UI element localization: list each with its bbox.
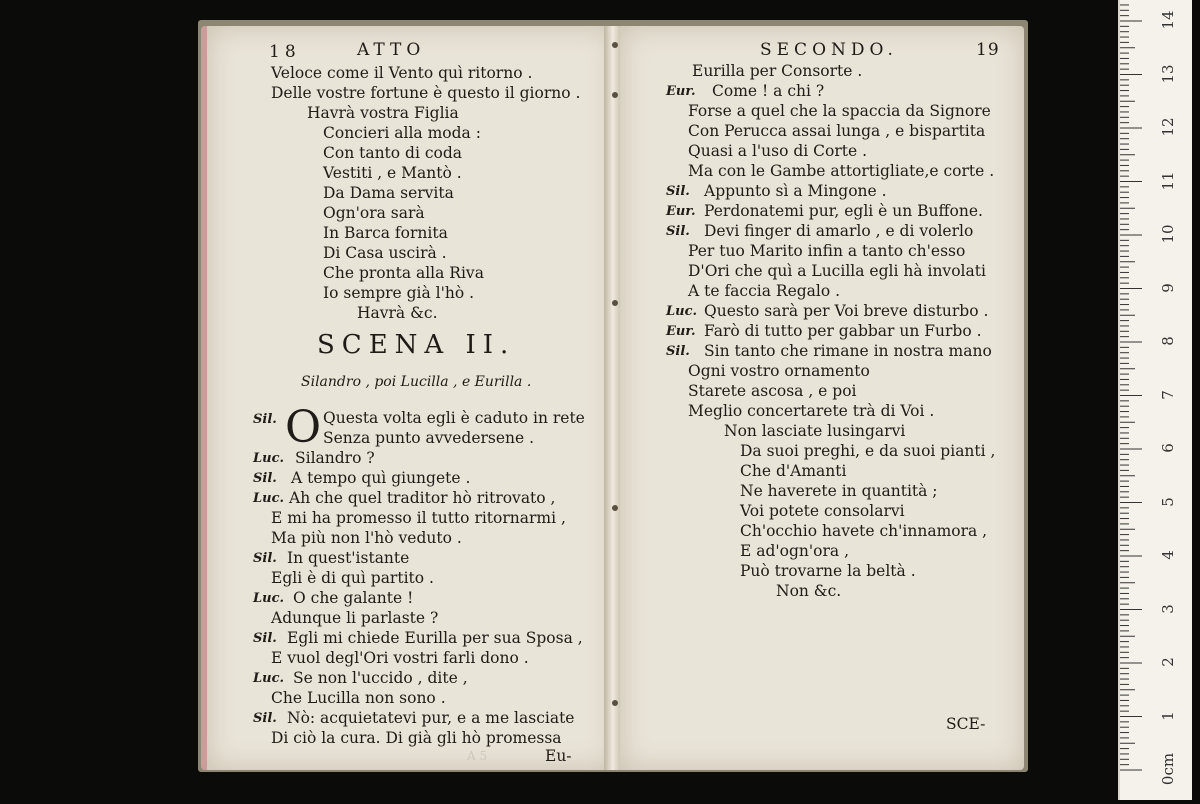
speaker-label: Luc. [253, 491, 285, 506]
ruler-label: 6 [1159, 443, 1177, 453]
verse-line: Io sempre già l'hò . [323, 284, 475, 302]
dialogue-line: Starete ascosa , e poi [688, 382, 857, 400]
dialogue-line: Farò di tutto per gabbar un Furbo . [704, 322, 982, 340]
dialogue-line: Ma più non l'hò veduto . [271, 529, 462, 547]
binding-stitch [612, 300, 618, 306]
ruler-label: 8 [1159, 336, 1177, 346]
right-running-head: SECONDO. [760, 40, 898, 60]
dialogue-line: Meglio concertarete trà di Voi . [688, 402, 935, 420]
dialogue-line: Che Lucilla non sono . [271, 689, 446, 707]
dialogue-line: O che galante ! [293, 589, 414, 607]
verse-line: Da suoi preghi, e da suoi pianti , [740, 442, 996, 460]
dialogue-line: Se non l'uccido , dite , [293, 669, 468, 687]
speaker-label: Sil. [666, 344, 690, 359]
ruler-label: 12 [1159, 117, 1177, 137]
catchword: SCE- [946, 715, 986, 733]
binding-stitch [612, 42, 618, 48]
dialogue-line: Egli è di quì partito . [271, 569, 434, 587]
verse-line: Può trovarne la beltà . [740, 562, 916, 580]
speaker-label: Luc. [253, 671, 285, 686]
dialogue-line: Sin tanto che rimane in nostra mano [704, 342, 992, 360]
ruler-label: 5 [1159, 496, 1177, 507]
dialogue-line: Nò: acquietatevi pur, e a me lasciate [287, 709, 575, 727]
dialogue-line: Eurilla per Consorte . [692, 62, 863, 80]
dialogue-line: Forse a quel che la spaccia da Signore [688, 102, 991, 120]
ruler-label: 1 [1159, 710, 1177, 721]
verse-line: Veloce come il Vento quì ritorno . [271, 64, 533, 82]
signature-mark: A 5 [467, 749, 488, 763]
speaker-label: Luc. [253, 451, 285, 466]
verse-line: Da Dama servita [323, 184, 454, 202]
verse-line: Ch'occhio havete ch'innamora , [740, 522, 988, 540]
speaker-label: Eur. [666, 324, 696, 339]
ruler-label: 10 [1159, 224, 1177, 244]
dialogue-line: E mi ha promesso il tutto ritornarmi , [271, 509, 566, 527]
speaker-label: Eur. [666, 204, 696, 219]
dialogue-line: Con Perucca assai lunga , e bispartita [688, 122, 986, 140]
ruler-label: 11 [1159, 170, 1177, 191]
dialogue-line: Di ciò la cura. Di già gli hò promessa [271, 729, 562, 747]
dialogue-line: Adunque li parlaste ? [271, 609, 439, 627]
dialogue-line: D'Ori che quì a Lucilla egli hà involati [688, 262, 986, 280]
speaker-label: Sil. [666, 184, 690, 199]
left-page-number: 18 [269, 42, 301, 62]
dialogue-line: Per tuo Marito infin a tanto ch'esso [688, 242, 966, 260]
dialogue-line: In quest'istante [287, 549, 410, 567]
speaker-label: Luc. [666, 304, 698, 319]
ruler-ticks [1120, 0, 1192, 800]
drop-cap: O [285, 402, 322, 453]
dialogue-line: Senza punto avvedersene . [323, 429, 535, 447]
ruler-label: 9 [1159, 282, 1177, 293]
right-page-number: 19 [976, 40, 1000, 60]
speaker-label: Sil. [253, 412, 277, 427]
left-page [201, 26, 615, 770]
dialogue-line: Questo sarà per Voi breve disturbo . [704, 302, 989, 320]
verse-line: Non lasciate lusingarvi [724, 422, 906, 440]
speaker-label: Sil. [253, 551, 277, 566]
scene-characters: Silandro , poi Lucilla , e Eurilla . [301, 374, 532, 390]
verse-line: Con tanto di coda [323, 144, 463, 162]
verse-line: Di Casa uscirà . [323, 244, 447, 262]
verse-line: Havrà vostra Figlia [307, 104, 459, 122]
speaker-label: Sil. [666, 224, 690, 239]
refrain-line: Havrà &c. [357, 304, 438, 322]
ruler-label: 13 [1159, 63, 1177, 84]
ruler-label: 0cm [1159, 752, 1177, 786]
speaker-label: Sil. [253, 631, 277, 646]
dialogue-line: Silandro ? [295, 449, 375, 467]
speaker-label: Luc. [253, 591, 285, 606]
verse-line: E ad'ogn'ora , [740, 542, 849, 560]
right-page [620, 26, 1024, 770]
dialogue-line: Ma con le Gambe attortigliate,e corte . [688, 162, 995, 180]
dialogue-line: E vuol degl'Ori vostri farli dono . [271, 649, 529, 667]
scene-title: SCENA II. [317, 330, 516, 360]
verse-line: Vestiti , e Mantò . [323, 164, 462, 182]
binding-stitch [612, 700, 618, 706]
verse-line: Concieri alla moda : [323, 124, 481, 142]
speaker-label: Eur. [666, 84, 696, 99]
verse-line: Che pronta alla Riva [323, 264, 484, 282]
dialogue-line: Ogni vostro ornamento [688, 362, 870, 380]
refrain-line: Non &c. [776, 582, 842, 600]
dialogue-line: Appunto sì a Mingone . [704, 182, 887, 200]
measuring-ruler [1118, 0, 1192, 800]
dialogue-line: A te faccia Regalo . [688, 282, 841, 300]
dialogue-line: Devi finger di amarlo , e di volerlo [704, 222, 974, 240]
verse-line: Ne haverete in quantità ; [740, 482, 938, 500]
ruler-label: 14 [1159, 10, 1177, 30]
dialogue-line: Questa volta egli è caduto in rete [323, 409, 585, 427]
verse-line: Che d'Amanti [740, 462, 847, 480]
dialogue-line: Ah che quel traditor hò ritrovato , [289, 489, 556, 507]
dialogue-line: A tempo quì giungete . [291, 469, 471, 487]
ruler-label: 3 [1159, 603, 1177, 614]
dialogue-line: Egli mi chiede Eurilla per sua Sposa , [287, 629, 583, 647]
ruler-label: 2 [1159, 657, 1177, 667]
dialogue-line: Quasi a l'uso di Corte . [688, 142, 868, 160]
speaker-label: Sil. [253, 471, 277, 486]
ruler-label: 4 [1159, 550, 1177, 560]
verse-line: Voi potete consolarvi [740, 502, 905, 520]
verse-line: In Barca fornita [323, 224, 448, 242]
verse-line: Delle vostre fortune è questo il giorno . [271, 84, 581, 102]
verse-line: Ogn'ora sarà [323, 204, 425, 222]
dialogue-line: Perdonatemi pur, egli è un Buffone. [704, 202, 983, 220]
binding-stitch [612, 505, 618, 511]
ruler-label: 7 [1159, 389, 1177, 400]
catchword: Eu- [545, 747, 572, 765]
speaker-label: Sil. [253, 711, 277, 726]
dialogue-line: Come ! a chi ? [712, 82, 825, 100]
binding-stitch [612, 92, 618, 98]
left-running-head: ATTO [357, 40, 426, 60]
